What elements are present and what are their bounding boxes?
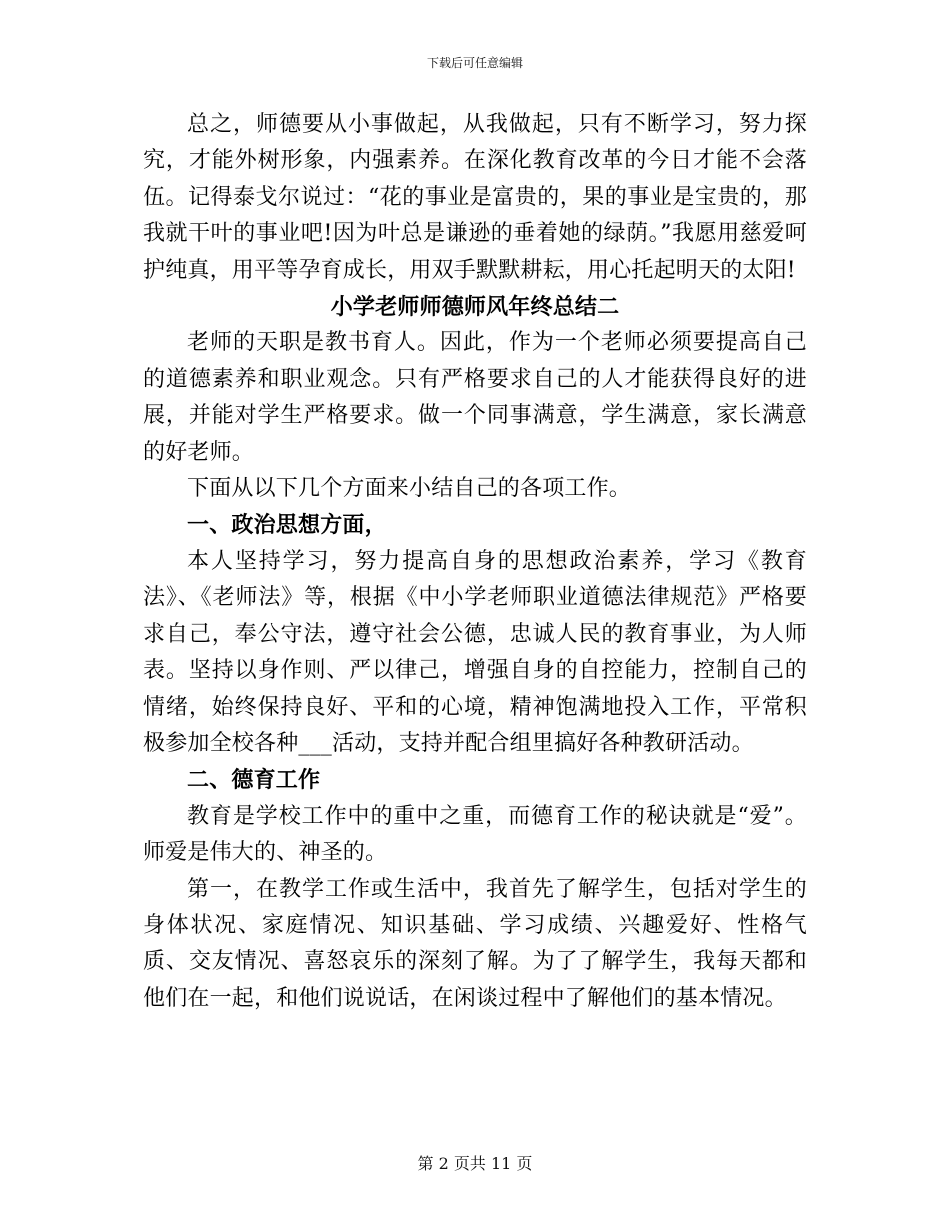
heading-moral-education: 二、德育工作 bbox=[187, 767, 321, 794]
paragraph-moral-education: 教育是学校工作中的重中之重，而德育工作的秘诀就是“爱”。师爱是伟大的、神圣的。 bbox=[143, 803, 807, 866]
heading-political-thought: 一、政治思想方面， bbox=[187, 512, 387, 539]
page-footer: 第 2 页共 11 页 bbox=[417, 1154, 533, 1173]
paragraph-political-thought: 本人坚持学习，努力提高自身的思想政治素养，学习《教育法》、《老师法》等，根据《中小学老师职业道德法律规范》严格要求自己，奉公守法，遵守社会公德，忠诚人民的教育事业，为人师表。坚持以身作则、严以律己，增强自身的自控能力，控制自己的情绪，始终保持良好、平和的心境，精神饱满地投入工作，平常积极参加全校各种___活动，支持并配合组里搞好各种教研活动。 bbox=[143, 548, 807, 756]
paragraph-intro: 老师的天职是教书育人。因此，作为一个老师必须要提高自己的道德素养和职业观念。只有严格要求自己的人才能获得良好的进展，并能对学生严格要求。做一个同事满意，学生满意，家长满意的好老师。 bbox=[143, 330, 807, 465]
paragraph-understanding-students: 第一，在教学工作或生活中，我首先了解学生，包括对学生的身体状况、家庭情况、知识基础、学习成绩、兴趣爱好、性格气质、交友情况、喜怒哀乐的深刻了解。为了了解学生，我每天都和他们在一起，和他们说说话，在闲谈过程中了解他们的基本情况。 bbox=[143, 876, 807, 1011]
section-title: 小学老师师德师风年终总结二 bbox=[330, 294, 620, 321]
document-body bbox=[143, 107, 807, 1017]
paragraph-overview: 下面从以下几个方面来小结自己的各项工作。 bbox=[187, 476, 632, 502]
page-header: 下载后可任意编辑 bbox=[426, 56, 523, 70]
paragraph-conclusion: 总之，师德要从小事做起，从我做起，只有不断学习，努力探究，才能外树形象，内强素养。在深化教育改革的今日才能不会落伍。记得泰戈尔说过：“花的事业是富贵的，果的事业是宝贵的，那我就干叶的事业吧!因为叶总是谦逊的垂着她的绿荫。”我愿用慈爱呵护纯真，用平等孕育成长，用双手默默耕耘，用心托起明天的太阳! bbox=[143, 112, 807, 283]
